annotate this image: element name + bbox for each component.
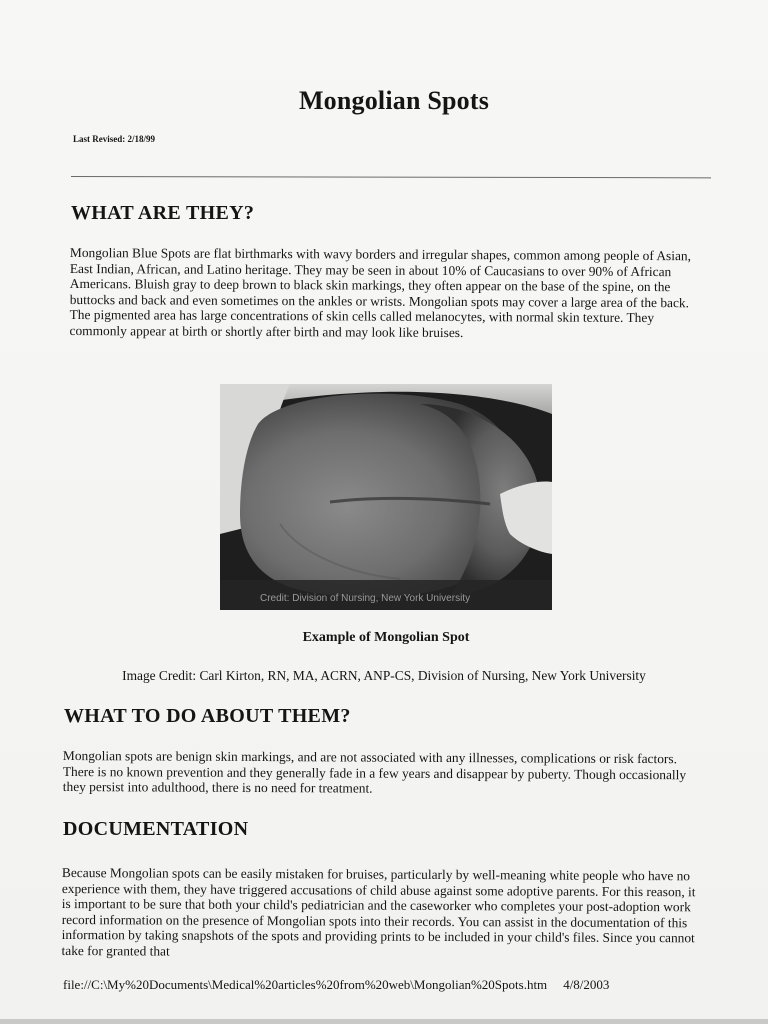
page-title: Mongolian Spots [298,86,490,115]
footer-print-date: 4/8/2003 [563,977,610,992]
image-credit: Image Credit: Carl Kirton, RN, MA, ACRN, ANP-CS, Division of Nursing, New York University [122,668,646,683]
photo-image [220,384,552,610]
section-body-documentation: Because Mongolian spots can be easily mistaken for bruises, particularly by well-meaning white people who have no experience with them, they have triggered accusations of child abuse against some adoptive parents. For this reason, it is important to be sure that both your child's pediatrician and the caseworker who completes your post-adoption work record information on the presence of Mongolian spots into their records. You can assist in the documentation of this information by taking snapshots of the spots and providing prints to be included in your child's files. Since you cannot take for granted that [61,865,696,959]
scan-bottom-edge [0,1019,768,1024]
section-body-what-to-do: Mongolian spots are benign skin markings, and are not associated with any illnesses, complications or risk factors. There is no known prevention and they generally fade in a few years and disappear by puberty. Though occasionally they persist into adulthood, there is no need for treatment. [62,748,687,796]
section-heading-documentation: DOCUMENTATION [63,818,249,840]
section-heading-what-are-they: WHAT ARE THEY? [71,202,255,224]
photo-credit-overlay: Credit: Division of Nursing, New York University [260,593,471,604]
mongolian-spot-photo [220,384,552,610]
figure-caption: Example of Mongolian Spot [302,630,470,645]
header-divider [71,176,711,178]
section-heading-what-to-do: WHAT TO DO ABOUT THEM? [64,705,351,727]
footer-file-path: file://C:\My%20Documents\Medical%20articles%20from%20web\Mongolian%20Spots.htm [63,977,548,992]
last-revised-date: Last Revised: 2/18/99 [73,134,155,144]
section-body-what-are-they: Mongolian Blue Spots are flat birthmarks with wavy borders and irregular shapes, common among people of Asian, East Indian, African, and Latino heritage. They may be seen in about 10% of Caucasians to over 90% of African Americans. Bluish gray to deep brown to black skin markings, they often appear on the base of the spine, on the buttocks and back and even sometimes on the ankles or wrists. Mongolian spots may cover a large area of the back. The pigmented area has large concentrations of skin cells called melanocytes, with normal skin texture. They commonly appear at birth or shortly after birth and may look like bruises. [69,245,692,341]
page-footer [63,977,609,993]
